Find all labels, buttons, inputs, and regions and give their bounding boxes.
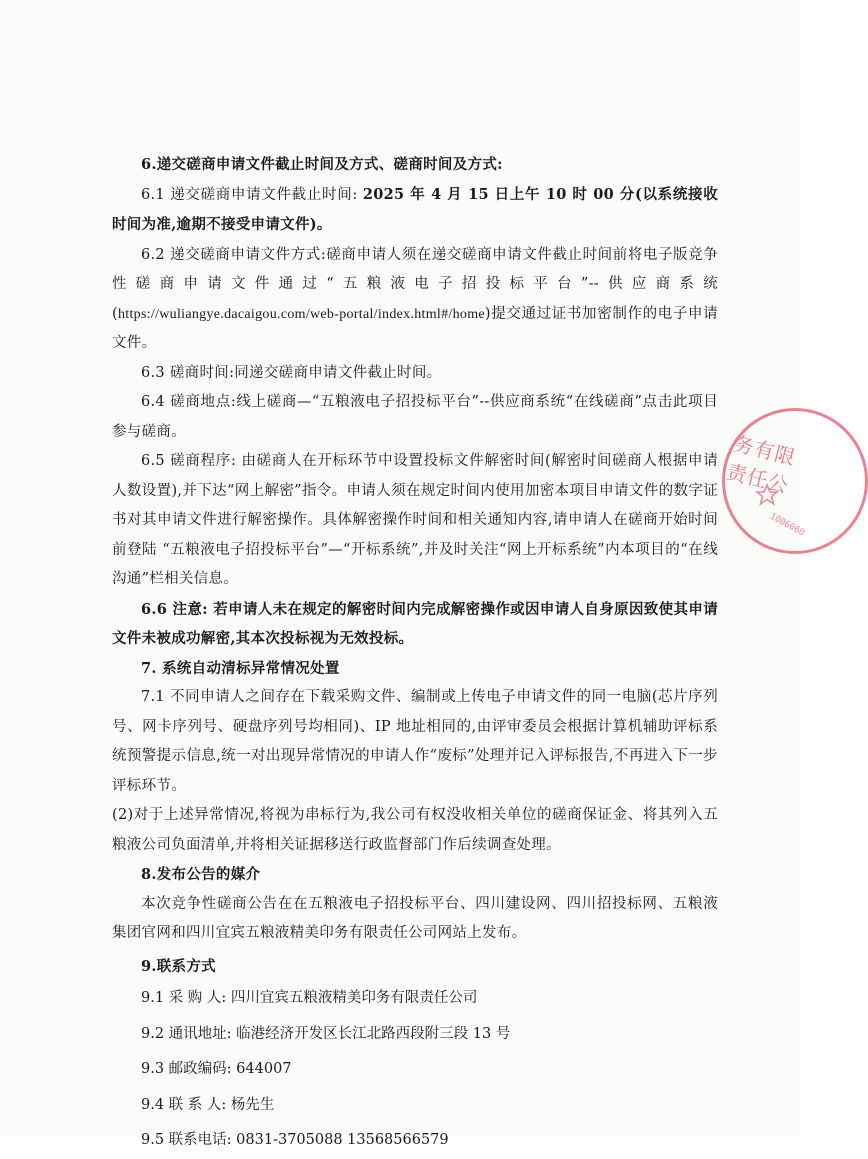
- seal-text: 务有限责任公: [724, 431, 799, 498]
- paragraph-8-1: 本次竞争性磋商公告在在五粮液电子招投标平台、四川建设网、四川招投标网、五粮液集团官网和四川宜宾五粮液精美印务有限责任公司网站上发布。: [112, 895, 718, 941]
- section-6-heading: 6.递交磋商申请文件截止时间及方式、磋商时间及方式:: [141, 156, 503, 173]
- paragraph-6-1: [112, 180, 718, 241]
- platform-url-link[interactable]: https://wuliangye.dacaigou.com/web-portal/index.html#/home: [117, 306, 485, 322]
- paragraph-6-1-prefix: 6.1 递交磋商申请文件截止时间:: [141, 186, 363, 203]
- paragraph-6-1-deadline: 2025 年 4 月 15 日上午 10 时 00 分(以系统接收时间为准,逾期不接受申请文件)。: [112, 185, 718, 233]
- paragraph-6-3: 6.3 磋商时间:同递交磋商申请文件截止时间。: [141, 364, 442, 381]
- section-8-heading: 8.发布公告的媒介: [141, 866, 261, 883]
- paragraph-6-2-suffix: )提交通过证书加密制作的电子申请文件。: [112, 305, 718, 351]
- section-7-heading: 7. 系统自动清标异常情况处置: [141, 659, 340, 677]
- contact-item-postcode: 9.3 邮政编码: 644007: [141, 1061, 292, 1077]
- contact-list: [112, 981, 718, 1159]
- contact-item-purchaser: 9.1 采 购 人: 四川宜宾五粮液精美印务有限责任公司: [141, 990, 478, 1006]
- paragraph-7-2: (2)对于上述异常情况,将视为串标行为,我公司有权没收相关单位的磋商保证金、将其列入五粮液公司负面清单,并将相关证据移送行政监督部门作后续调查处理。: [112, 807, 718, 853]
- contact-item-address: 9.2 通讯地址: 临港经济开发区长江北路西段附三段 13 号: [141, 1025, 511, 1042]
- paragraph-6-5: 6.5 磋商程序: 由磋商人在开标环节中设置投标文件解密时间(解密时间磋商人根据申请人数设置),并下达“网上解密”指令。申请人须在规定时间内使用加密本项目申请文件的数字证书对其申请文件进行解密操作。具体解密操作时间和相关通知内容,请申请人在磋商开始时间前登陆 “五粮液电子招投标平台”—“开标系统”,并及时关注“网上开标系统”内本项目的“在线沟通”栏相关信息。: [112, 453, 718, 587]
- seal-number: 1006060: [767, 511, 807, 539]
- contact-item-person: 9.4 联 系 人: 杨先生: [141, 1096, 275, 1113]
- contact-item-phone: 9.5 联系电话: 0831-3705088 13568566579: [141, 1132, 449, 1148]
- section-9-heading: 9.联系方式: [141, 957, 216, 975]
- paragraph-6-4: 6.4 磋商地点:线上磋商—“五粮液电子招投标平台”--供应商系统“在线磋商”点击此项目参与磋商。: [112, 394, 718, 440]
- paragraph-7-1: 7.1 不同申请人之间存在下载采购文件、编制或上传电子申请文件的同一电脑(芯片序列号、网卡序列号、硬盘序列号均相同)、IP 地址相同的,由评审委员会根据计算机辅助评标系统预警提示信息,统一对出现异常情况的申请人作“废标”处理并记入评标报告,不再进入下一步评标环节。: [112, 689, 718, 794]
- paragraph-6-2: [112, 241, 718, 359]
- paragraph-6-6: 6.6 注意: 若申请人未在规定的解密时间内完成解密操作或因申请人自身原因致使其申请文件未被成功解密,其本次投标视为无效投标。: [112, 600, 718, 647]
- document-body: [112, 150, 718, 1159]
- paragraph-6-2-prefix: 6.2 递交磋商申请文件方式:磋商申请人须在递交磋商申请文件截止时间前将电子版竞争性磋商申请文件通过“五粮液电子招投标平台”--供应商系统(: [112, 246, 718, 322]
